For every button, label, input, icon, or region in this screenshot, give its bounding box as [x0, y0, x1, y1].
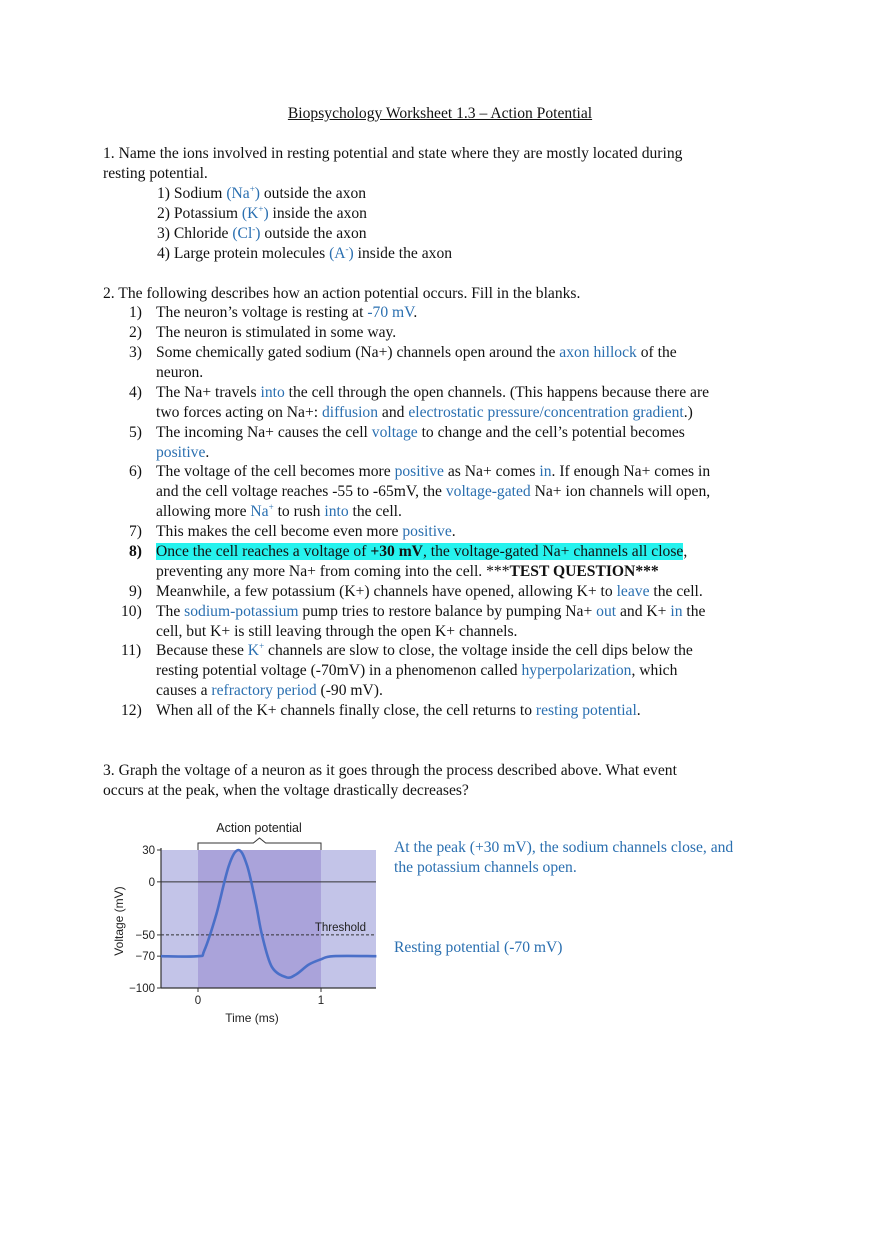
q2-item-4-cont: two forces acting on Na+: diffusion and electrostatic pressure/concentration gradient.) [156, 404, 693, 421]
q1-item: 1) Sodium (Na+) outside the axon [157, 184, 367, 202]
q2-item-3: Some chemically gated sodium (Na+) channels open around the axon hillock of the [156, 344, 677, 361]
q2-item-8-highlighted: Once the cell reaches a voltage of +30 mV, the voltage-gated Na+ channels all close, [156, 543, 688, 560]
q2-item-number: 5) [129, 424, 142, 441]
threshold-label: Threshold [314, 921, 366, 934]
q3-answer-peak-cont: the potassium channels open. [394, 859, 577, 876]
q1-prompt-line1: 1. Name the ions involved in resting potential and state where they are mostly located during [103, 145, 683, 162]
q2-item-6-cont: and the cell voltage reaches -55 to -65mV, the voltage-gated Na+ ion channels will open, [156, 483, 711, 500]
y-tick-label: −100 [129, 983, 155, 995]
y-axis-label: Voltage (mV) [112, 886, 126, 956]
y-tick-label: −70 [135, 951, 155, 964]
x-tick-label: 0 [194, 995, 202, 1007]
q2-item-number: 2) [129, 324, 142, 341]
q1-item: 3) Chloride (Cl-) outside the axon [157, 224, 367, 242]
q2-item-8-cont: preventing any more Na+ from coming into the cell. ***TEST QUESTION*** [156, 563, 659, 580]
page-title: Biopsychology Worksheet 1.3 – Action Potential [287, 105, 593, 122]
q3-answer-resting: Resting potential (-70 mV) [394, 939, 563, 956]
q2-item-5: The incoming Na+ causes the cell voltage to change and the cell’s potential becomes [156, 424, 685, 441]
y-tick-label: 0 [148, 876, 155, 889]
y-tick-label: 30 [142, 845, 155, 857]
x-axis-label: Time (ms) [225, 1011, 279, 1025]
action-potential-chart [104, 816, 384, 1036]
q2-item-number: 8) [129, 543, 142, 560]
q2-item-4: The Na+ travels into the cell through the open channels. (This happens because there are [156, 384, 710, 401]
q2-item-11-cont: resting potential voltage (-70mV) in a phenomenon called hyperpolarization, which [156, 662, 678, 679]
q2-item-6-cont2: allowing more Na+ to rush into the cell. [156, 502, 402, 520]
q2-item-number: 1) [129, 304, 142, 321]
q1-item: 4) Large protein molecules (A-) inside the axon [157, 244, 453, 262]
q2-item-1: The neuron’s voltage is resting at -70 mV. [156, 304, 418, 321]
q2-item-number: 10) [121, 603, 142, 620]
q2-item-number: 7) [129, 523, 142, 540]
q2-item-10: The sodium-potassium pump tries to restore balance by pumping Na+ out and K+ in the [156, 603, 706, 620]
q2-item-9: Meanwhile, a few potassium (K+) channels have opened, allowing K+ to leave the cell. [156, 583, 703, 600]
x-tick-label: 1 [317, 995, 325, 1007]
q3-prompt-line1: 3. Graph the voltage of a neuron as it goes through the process described above. What event [103, 762, 677, 779]
q3-prompt-line2: occurs at the peak, when the voltage drastically decreases? [103, 782, 469, 799]
q2-item-11: Because these K+ channels are slow to close, the voltage inside the cell dips below the [156, 641, 693, 659]
q2-item-number: 4) [129, 384, 142, 401]
y-tick-label: −50 [135, 929, 155, 942]
q2-item-number: 6) [129, 463, 142, 480]
q2-item-number: 3) [129, 344, 142, 361]
q1-item: 2) Potassium (K+) inside the axon [157, 204, 367, 222]
q2-item-2: The neuron is stimulated in some way. [156, 324, 397, 341]
q2-item-5-cont: positive. [156, 444, 210, 461]
q2-item-7: This makes the cell become even more positive. [156, 523, 456, 540]
q2-item-10-cont: cell, but K+ is still leaving through the open K+ channels. [156, 623, 518, 640]
q3-answer-peak: At the peak (+30 mV), the sodium channels close, and [394, 839, 734, 856]
action-potential-svg [104, 816, 384, 1031]
q2-intro: 2. The following describes how an action potential occurs. Fill in the blanks. [103, 285, 581, 302]
q2-item-11-cont2: causes a refractory period (-90 mV). [156, 682, 383, 699]
q2-item-number: 12) [121, 702, 142, 719]
q1-prompt-line2: resting potential. [103, 165, 208, 182]
q2-item-number: 11) [121, 642, 142, 659]
q2-item-6: The voltage of the cell becomes more positive as Na+ comes in. If enough Na+ comes in [156, 463, 711, 480]
q2-item-12: When all of the K+ channels finally close, the cell returns to resting potential. [156, 702, 641, 719]
title-bracket [198, 838, 321, 850]
chart-title: Action potential [216, 821, 302, 835]
q2-item-number: 9) [129, 583, 142, 600]
q2-item-3-cont: neuron. [156, 364, 204, 381]
